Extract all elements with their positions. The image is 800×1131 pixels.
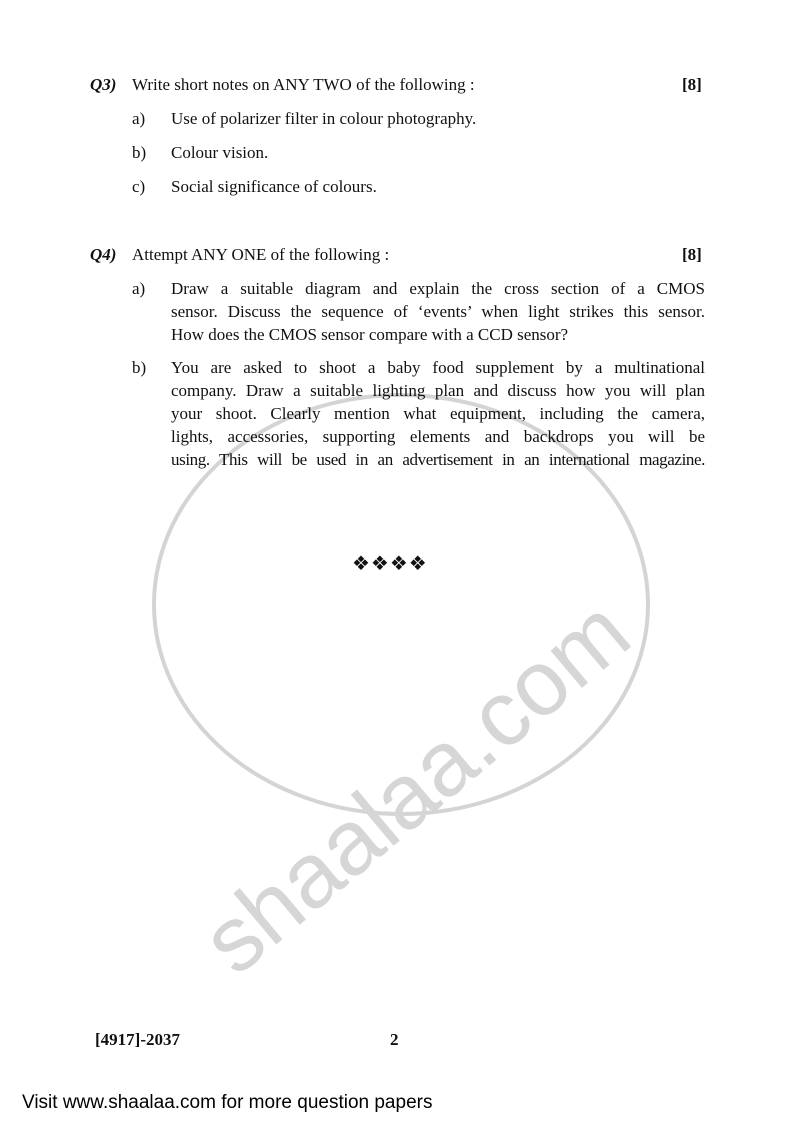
q4-a-label: a) — [132, 279, 146, 298]
q3-number: Q3) — [90, 75, 117, 94]
q3-b-text: Colour vision. — [171, 143, 269, 162]
q4-a-line: sensor. Discuss the sequence of ‘events’ when light strikes this sensor. — [171, 302, 705, 321]
q4-a-line: How does the CMOS sensor compare with a CCD sensor? — [171, 325, 569, 344]
q3-a-label: a) — [132, 109, 146, 128]
q3-b-label: b) — [132, 143, 147, 162]
q4-b-line: your shoot. Clearly mention what equipment, including the camera, — [171, 404, 705, 423]
q4-b-label: b) — [132, 358, 147, 377]
page-number: 2 — [390, 1030, 399, 1049]
q3-c-text: Social significance of colours. — [171, 177, 377, 196]
q3-marks: [8] — [682, 75, 702, 94]
q3-prompt: Write short notes on ANY TWO of the following : — [132, 75, 475, 94]
q4-prompt: Attempt ANY ONE of the following : — [132, 245, 390, 264]
end-mark: ❖❖❖❖ — [352, 553, 428, 575]
q4-b-line: You are asked to shoot a baby food supplement by a multinational — [171, 358, 705, 377]
q3-c-label: c) — [132, 177, 146, 196]
q4-b-line: using. This will be used in an advertisement in an international magazine. — [171, 450, 705, 469]
q3-a-text: Use of polarizer filter in colour photography. — [171, 109, 477, 128]
q4-marks: [8] — [682, 245, 702, 264]
paper-code: [4917]-2037 — [95, 1030, 180, 1049]
q4-number: Q4) — [90, 245, 117, 264]
visit-link[interactable]: Visit www.shaalaa.com for more question papers — [22, 1092, 433, 1113]
watermark-text: shaalaa.com — [183, 579, 649, 994]
q4-a-line: Draw a suitable diagram and explain the cross section of a CMOS — [171, 279, 705, 298]
q4-b-line: lights, accessories, supporting elements and backdrops you will be — [171, 427, 705, 446]
q4-b-line: company. Draw a suitable lighting plan and discuss how you will plan — [171, 381, 705, 400]
